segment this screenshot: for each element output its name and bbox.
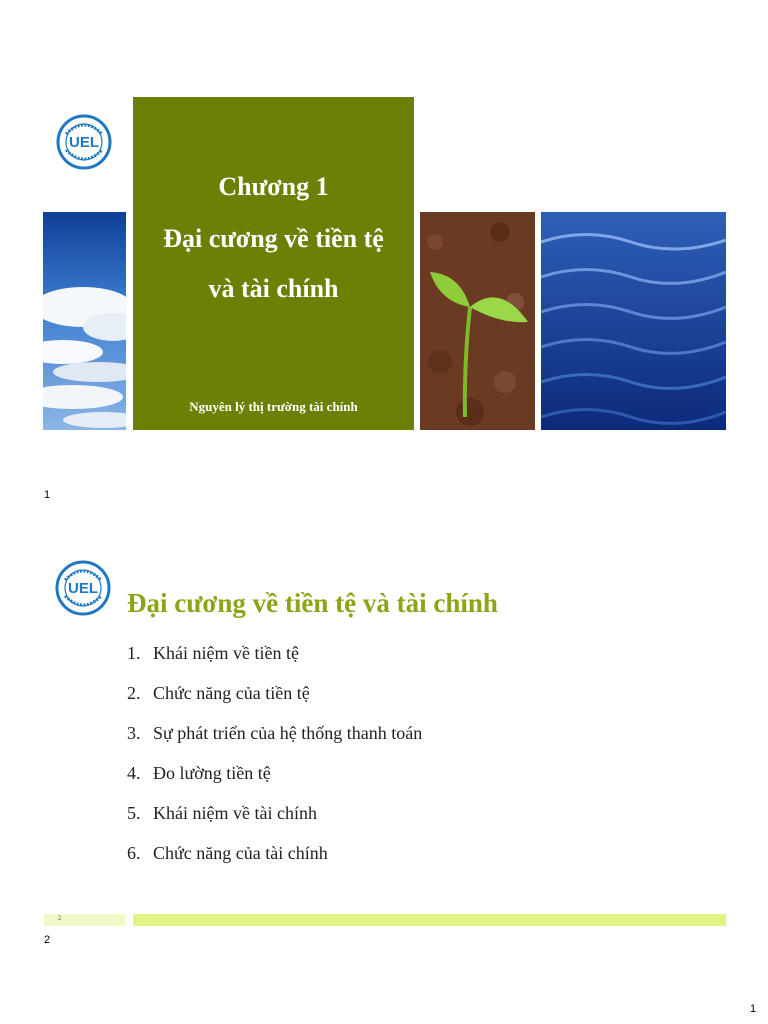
water-waves-image: [541, 212, 726, 430]
list-item: [127, 763, 271, 784]
list-item-number: 6.: [127, 843, 141, 863]
list-item: [127, 843, 328, 864]
chapter-title-line-2: Đại cương về tiền tệ: [163, 224, 384, 253]
slide-2-title: Đại cương về tiền tệ và tài chính: [127, 588, 498, 618]
list-item-label: Chức năng của tiền tệ: [153, 683, 310, 703]
footer-slide-number: 2: [58, 916, 62, 922]
slide-1-page-number: 1: [44, 489, 51, 501]
list-item: [127, 683, 310, 704]
list-item-label: Chức năng của tài chính: [153, 843, 328, 863]
chapter-title: Chương 1: [218, 172, 329, 201]
list-item: [127, 803, 317, 824]
list-item-label: Đo lường tiền tệ: [153, 763, 271, 783]
logo-text: UEL: [68, 580, 98, 597]
list-item-label: Sự phát triển của hệ thống thanh toán: [153, 723, 423, 743]
footer-bar-small: [44, 914, 126, 926]
uel-logo: [56, 112, 112, 172]
sky-clouds-image: [43, 212, 126, 430]
list-item-label: Khái niệm về tài chính: [153, 803, 317, 823]
document-page-number: 1: [750, 1003, 757, 1015]
chapter-title-line-3: và tài chính: [208, 274, 339, 303]
list-item: [127, 723, 422, 744]
course-subtitle: Nguyên lý thị trường tài chính: [189, 399, 358, 414]
list-item-number: 3.: [127, 723, 141, 743]
title-box: [133, 97, 414, 430]
footer-bar: [133, 914, 726, 926]
list-item-number: 1.: [127, 643, 141, 663]
list-item: [127, 643, 299, 664]
slide-2-page-number: 2: [44, 934, 51, 946]
logo-text: UEL: [69, 134, 99, 151]
list-item-number: 2.: [127, 683, 141, 703]
uel-logo: [55, 558, 111, 618]
list-item-number: 5.: [127, 803, 141, 823]
list-item-label: Khái niệm về tiền tệ: [153, 643, 299, 663]
list-item-number: 4.: [127, 763, 141, 783]
slide-1: [0, 0, 768, 500]
seedling-image: [420, 212, 535, 430]
